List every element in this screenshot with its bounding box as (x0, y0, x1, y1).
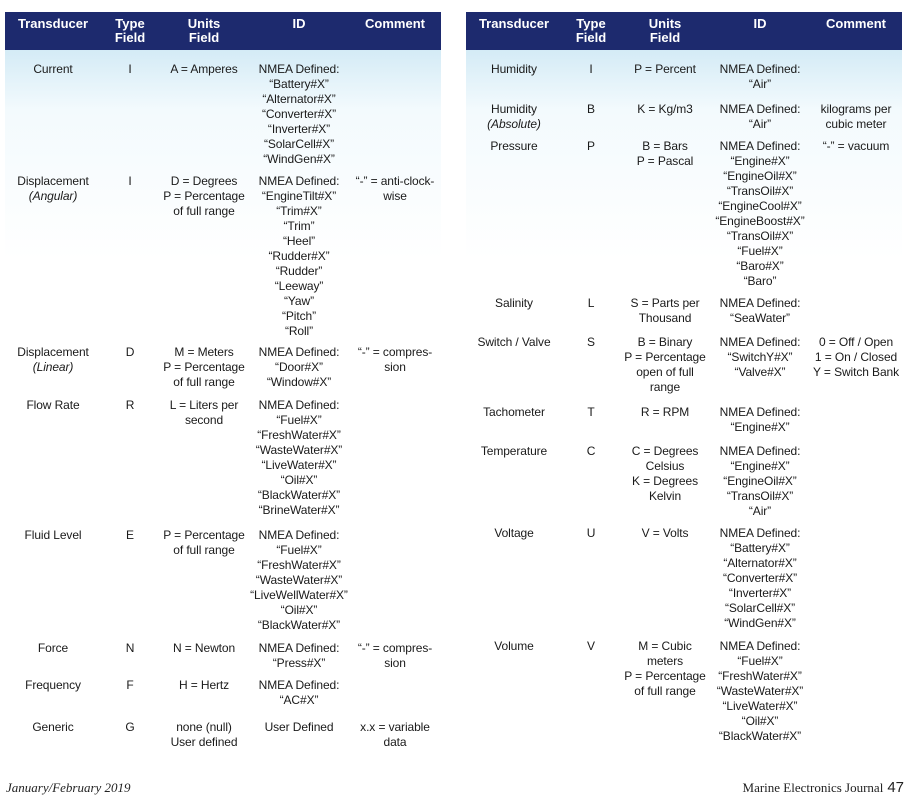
cell-units-field (620, 62, 710, 92)
cell-units-field-text: M = Cubic meters P = Percentage of full range (624, 639, 706, 698)
table-row (5, 398, 441, 518)
cell-transducer-text: Humidity (491, 102, 537, 116)
right-table-body (466, 50, 902, 752)
cell-type-field-text: T (587, 405, 595, 419)
cell-transducer-text: Voltage (494, 526, 534, 540)
cell-units-field-text: A = Amperes (170, 62, 238, 76)
cell-type-field-text: S (587, 335, 595, 349)
right-table (466, 12, 902, 752)
cell-type-field-text: V (587, 639, 595, 653)
cell-id-text: NMEA Defined: “AC#X” (258, 678, 340, 707)
cell-units-field-text: R = RPM (640, 405, 690, 419)
cell-transducer-text: Frequency (25, 678, 81, 692)
cell-transducer-text: Temperature (480, 444, 548, 458)
cell-comment (349, 398, 441, 518)
cell-transducer-text: Fluid Level (24, 528, 82, 542)
cell-transducer (466, 62, 562, 92)
table-row (5, 528, 441, 633)
cell-comment (349, 345, 441, 390)
cell-comment-text: “-” = compres- sion (357, 345, 433, 374)
cell-transducer (5, 678, 101, 708)
cell-transducer (466, 405, 562, 435)
cell-type-field (562, 335, 620, 395)
page-number: 47 (887, 779, 904, 796)
table-row (5, 174, 441, 339)
cell-units-field-text: B = Binary P = Percentage open of full range (624, 335, 706, 394)
table-row (466, 335, 902, 395)
table-row (5, 678, 441, 708)
cell-type-field (562, 405, 620, 435)
cell-units-field (620, 296, 710, 326)
cell-units-field (159, 720, 249, 750)
cell-id-text: NMEA Defined: “Engine#X” (719, 405, 801, 434)
cell-type-field (562, 296, 620, 326)
cell-units-field-text: H = Hertz (178, 678, 230, 692)
cell-units-field-text: P = Percent (634, 62, 696, 76)
cell-type-field-text: I (589, 62, 593, 76)
cell-transducer (5, 528, 101, 633)
cell-transducer (466, 139, 562, 289)
cell-id (249, 398, 349, 518)
cell-comment (349, 62, 441, 167)
cell-id (710, 639, 810, 744)
cell-transducer (466, 102, 562, 132)
cell-units-field-text: M = Meters P = Percentage of full range (163, 345, 245, 389)
cell-units-field (620, 444, 710, 519)
cell-id (710, 335, 810, 395)
cell-comment (810, 139, 902, 289)
cell-id (710, 139, 810, 289)
header-id: ID (292, 16, 306, 31)
cell-comment (349, 678, 441, 708)
cell-type-field (562, 139, 620, 289)
cell-id (710, 405, 810, 435)
cell-units-field (159, 678, 249, 708)
cell-id-text: NMEA Defined: “Fuel#X” “FreshWater#X” “WasteWater#X” “LiveWater#X” “Oil#X” “BlackWater#X” (716, 639, 804, 743)
header-type-field: Type Field (114, 16, 146, 45)
cell-id (249, 720, 349, 750)
header-units-field: Units Field (187, 16, 221, 45)
cell-units-field-text: S = Parts per Thousand (630, 296, 700, 325)
header-id: ID (753, 16, 767, 31)
table-row (466, 296, 902, 326)
cell-transducer-qualifier: (Angular) (28, 189, 78, 203)
cell-type-field (101, 62, 159, 167)
cell-type-field (101, 720, 159, 750)
cell-transducer-qualifier: (Absolute) (487, 117, 541, 131)
cell-id-text: NMEA Defined: “Air” (719, 102, 801, 131)
cell-transducer-text: Flow Rate (26, 398, 80, 412)
cell-comment (349, 174, 441, 339)
cell-comment (349, 528, 441, 633)
cell-transducer (5, 62, 101, 167)
left-table (5, 12, 441, 785)
cell-type-field-text: L (587, 296, 595, 310)
cell-units-field (620, 639, 710, 744)
cell-comment-text: 0 = Off / Open 1 = On / Closed Y = Switch Bank (813, 335, 899, 379)
cell-comment (810, 296, 902, 326)
table-row (5, 345, 441, 390)
cell-units-field (620, 335, 710, 395)
cell-comment (810, 405, 902, 435)
cell-type-field (562, 444, 620, 519)
cell-units-field-text: D = Degrees P = Percentage of full range (163, 174, 245, 218)
table-row (466, 62, 902, 92)
cell-comment-text: kilograms per cubic meter (820, 102, 892, 131)
cell-type-field-text: D (125, 345, 135, 359)
cell-units-field (620, 405, 710, 435)
cell-transducer-text: Displacement (17, 345, 89, 359)
cell-transducer-text: Current (33, 62, 73, 76)
table-row (466, 444, 902, 519)
cell-transducer (466, 444, 562, 519)
cell-units-field (159, 528, 249, 633)
cell-type-field (562, 526, 620, 631)
cell-type-field-text: I (128, 174, 132, 188)
cell-id (249, 174, 349, 339)
cell-units-field-text: K = Kg/m3 (637, 102, 693, 116)
cell-id-text: NMEA Defined: “Fuel#X” “FreshWater#X” “WasteWater#X” “LiveWellWater#X” “Oil#X” “BlackWater#X” (250, 528, 348, 632)
cell-id (710, 526, 810, 631)
cell-id (249, 62, 349, 167)
cell-type-field (101, 528, 159, 633)
cell-units-field-text: P = Percentage of full range (163, 528, 245, 557)
cell-transducer (466, 335, 562, 395)
cell-id (249, 641, 349, 671)
cell-units-field-text: none (null) User defined (170, 720, 238, 749)
cell-type-field-text: F (126, 678, 134, 692)
cell-id-text: NMEA Defined: “SeaWater” (719, 296, 801, 325)
cell-units-field-text: V = Volts (641, 526, 689, 540)
cell-type-field (562, 102, 620, 132)
cell-type-field (562, 62, 620, 92)
cell-id-text: NMEA Defined: “Fuel#X” “FreshWater#X” “WasteWater#X” “LiveWater#X” “Oil#X” “BlackWater#X” “BrineWater#X” (255, 398, 343, 517)
cell-units-field (620, 102, 710, 132)
header-transducer: Transducer (478, 16, 550, 31)
cell-comment-text: x.x = variable data (360, 720, 430, 749)
cell-units-field (159, 345, 249, 390)
cell-id-text: NMEA Defined: “Battery#X” “Alternator#X” “Converter#X” “Inverter#X” “SolarCell#X” “WindGen#X” (719, 526, 801, 630)
cell-type-field-text: N (125, 641, 135, 655)
cell-transducer (466, 296, 562, 326)
cell-transducer (466, 526, 562, 631)
cell-comment (349, 720, 441, 750)
header-transducer: Transducer (17, 16, 89, 31)
cell-type-field-text: E (126, 528, 134, 542)
left-table-body (5, 50, 441, 785)
table-row (466, 639, 902, 744)
cell-type-field-text: P (587, 139, 595, 153)
cell-type-field-text: B (587, 102, 595, 116)
cell-units-field (159, 174, 249, 339)
cell-id (710, 102, 810, 132)
cell-id-text: NMEA Defined: “Press#X” (258, 641, 340, 670)
cell-id-text: NMEA Defined: “EngineTilt#X” “Trim#X” “Trim” “Heel” “Rudder#X” “Rudder” “Leeway” “Yaw” “Pitch” “Roll” (258, 174, 340, 338)
cell-id (249, 528, 349, 633)
cell-type-field-text: U (586, 526, 596, 540)
cell-type-field (101, 398, 159, 518)
cell-id-text: NMEA Defined: “Battery#X” “Alternator#X” “Converter#X” “Inverter#X” “SolarCell#X” “WindGen#X” (258, 62, 340, 166)
cell-type-field (562, 639, 620, 744)
cell-id-text: NMEA Defined: “Door#X” “Window#X” (258, 345, 340, 389)
cell-comment (810, 444, 902, 519)
cell-comment (810, 62, 902, 92)
left-table-header (5, 12, 441, 50)
cell-id (249, 678, 349, 708)
table-row (5, 720, 441, 750)
cell-transducer-text: Humidity (491, 62, 537, 76)
cell-id (249, 345, 349, 390)
cell-transducer-text: Tachometer (483, 405, 545, 419)
cell-type-field (101, 641, 159, 671)
cell-transducer (5, 641, 101, 671)
header-type-field: Type Field (575, 16, 607, 45)
header-units-field: Units Field (648, 16, 682, 45)
cell-id (710, 444, 810, 519)
table-row (466, 526, 902, 631)
cell-type-field-text: R (125, 398, 135, 412)
cell-comment (810, 639, 902, 744)
cell-id-text: NMEA Defined: “Engine#X” “EngineOil#X” “TransOil#X” “EngineCool#X” “EngineBoost#X” “TransOil#X” “Fuel#X” “Baro#X” “Baro” (715, 139, 805, 288)
cell-transducer-text: Displacement (17, 174, 89, 188)
cell-transducer-qualifier: (Linear) (32, 360, 74, 374)
cell-id (710, 296, 810, 326)
table-row (466, 405, 902, 435)
cell-type-field (101, 174, 159, 339)
cell-units-field-text: N = Newton (172, 641, 236, 655)
cell-transducer (5, 345, 101, 390)
header-comment: Comment (365, 16, 425, 31)
cell-transducer-text: Pressure (490, 139, 538, 153)
cell-units-field (620, 526, 710, 631)
cell-transducer (5, 720, 101, 750)
cell-units-field-text: L = Liters per second (169, 398, 239, 427)
cell-transducer (5, 398, 101, 518)
table-row (466, 139, 902, 289)
cell-type-field-text: C (586, 444, 596, 458)
table-row (466, 102, 902, 132)
cell-transducer-text: Generic (32, 720, 74, 734)
cell-type-field (101, 345, 159, 390)
cell-id-text: NMEA Defined: “SwitchY#X” “Valve#X” (719, 335, 801, 379)
cell-comment (810, 335, 902, 395)
footer-publication (743, 779, 904, 796)
cell-transducer (466, 639, 562, 744)
cell-transducer-text: Force (37, 641, 69, 655)
cell-units-field (620, 139, 710, 289)
cell-type-field-text: I (128, 62, 132, 76)
cell-type-field (101, 678, 159, 708)
cell-comment-text: “-” = anti-clock- wise (355, 174, 435, 203)
cell-units-field (159, 398, 249, 518)
cell-comment-text: “-” = compres- sion (357, 641, 433, 670)
cell-comment (810, 526, 902, 631)
cell-type-field-text: G (125, 720, 135, 734)
footer-journal-name: Marine Electronics Journal (742, 780, 884, 795)
cell-comment (349, 641, 441, 671)
cell-comment (810, 102, 902, 132)
table-row (5, 641, 441, 671)
cell-id-text: NMEA Defined: “Engine#X” “EngineOil#X” “TransOil#X” “Air” (719, 444, 801, 518)
cell-units-field (159, 641, 249, 671)
footer-issue-date: January/February 2019 (6, 780, 131, 795)
cell-units-field-text: C = Degrees Celsius K = Degrees Kelvin (631, 444, 699, 503)
right-table-header (466, 12, 902, 50)
cell-transducer-text: Switch / Valve (477, 335, 551, 349)
cell-transducer-text: Volume (494, 639, 534, 653)
cell-transducer (5, 174, 101, 339)
cell-units-field (159, 62, 249, 167)
cell-units-field-text: B = Bars P = Pascal (636, 139, 694, 168)
header-comment: Comment (826, 16, 886, 31)
cell-id-text: NMEA Defined: “Air” (719, 62, 801, 91)
cell-comment-text: “-” = vacuum (822, 139, 890, 153)
table-row (5, 62, 441, 167)
cell-id-text: User Defined (264, 720, 334, 734)
cell-id (710, 62, 810, 92)
cell-transducer-text: Salinity (495, 296, 533, 310)
